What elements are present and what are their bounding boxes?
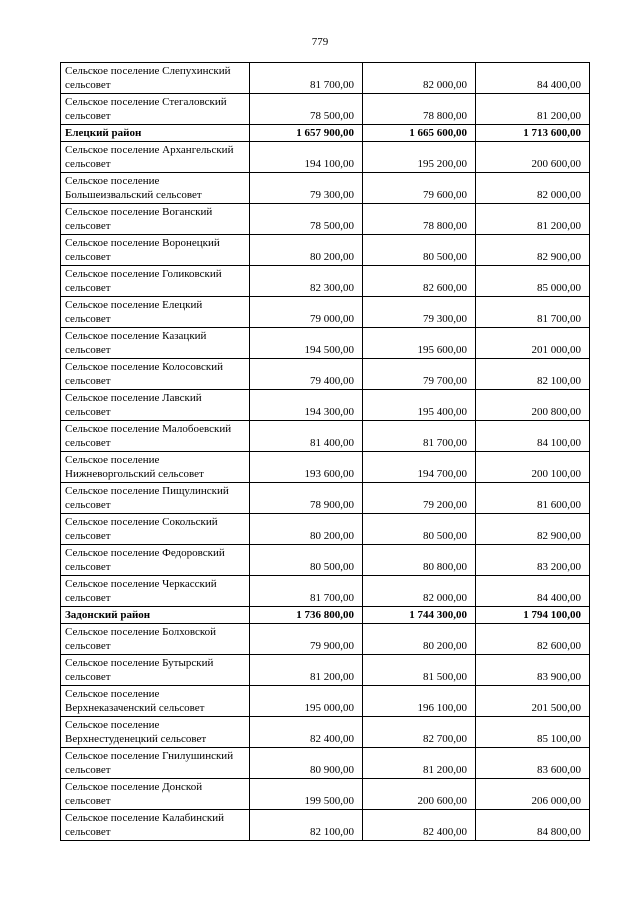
- settlement-name-cell: Сельское поселение Калабинский сельсовет: [61, 810, 250, 841]
- amount-cell-2: 79 700,00: [363, 359, 476, 390]
- amount-cell-3: 83 900,00: [476, 655, 590, 686]
- table-row: [61, 63, 590, 94]
- settlement-name-cell: Сельское поселение Бутырский сельсовет: [61, 655, 250, 686]
- amount-cell-3: 83 600,00: [476, 748, 590, 779]
- amount-cell-2: 80 200,00: [363, 624, 476, 655]
- settlement-name-cell: Сельское поселение Колосовский сельсовет: [61, 359, 250, 390]
- amount-cell-3: 201 000,00: [476, 328, 590, 359]
- settlement-name-cell: Сельское поселение Архангельский сельсовет: [61, 142, 250, 173]
- table-row: [61, 779, 590, 810]
- amount-cell-1: 199 500,00: [250, 779, 363, 810]
- district-name-cell: Елецкий район: [61, 125, 250, 142]
- amount-cell-3: 84 400,00: [476, 63, 590, 94]
- table-row: [61, 545, 590, 576]
- amount-cell-3: 200 100,00: [476, 452, 590, 483]
- settlement-name-cell: Сельское поселение Верхнестуденецкий сельсовет: [61, 717, 250, 748]
- amount-cell-3: 82 600,00: [476, 624, 590, 655]
- amount-cell-2: 78 800,00: [363, 204, 476, 235]
- settlement-name-cell: Сельское поселение Черкасский сельсовет: [61, 576, 250, 607]
- amount-cell-2: 1 744 300,00: [363, 607, 476, 624]
- amount-cell-2: 195 600,00: [363, 328, 476, 359]
- district-name-cell: Задонский район: [61, 607, 250, 624]
- amount-cell-2: 195 200,00: [363, 142, 476, 173]
- amount-cell-1: 79 300,00: [250, 173, 363, 204]
- district-row: [61, 607, 590, 624]
- settlement-name-cell: Сельское поселение Верхнеказаченский сельсовет: [61, 686, 250, 717]
- amount-cell-1: 82 400,00: [250, 717, 363, 748]
- amount-cell-3: 82 100,00: [476, 359, 590, 390]
- amount-cell-2: 82 400,00: [363, 810, 476, 841]
- amount-cell-3: 85 100,00: [476, 717, 590, 748]
- amount-cell-2: 1 665 600,00: [363, 125, 476, 142]
- settlement-name-cell: Сельское поселение Голиковский сельсовет: [61, 266, 250, 297]
- amount-cell-1: 82 300,00: [250, 266, 363, 297]
- amount-cell-3: 201 500,00: [476, 686, 590, 717]
- amount-cell-1: 81 400,00: [250, 421, 363, 452]
- budget-table: [60, 62, 590, 841]
- amount-cell-3: 84 100,00: [476, 421, 590, 452]
- amount-cell-1: 79 000,00: [250, 297, 363, 328]
- amount-cell-2: 82 000,00: [363, 576, 476, 607]
- table-row: [61, 717, 590, 748]
- settlement-name-cell: Сельское поселение Малобоевский сельсовет: [61, 421, 250, 452]
- amount-cell-2: 80 800,00: [363, 545, 476, 576]
- settlement-name-cell: Сельское поселение Воронецкий сельсовет: [61, 235, 250, 266]
- amount-cell-2: 82 000,00: [363, 63, 476, 94]
- table-row: [61, 235, 590, 266]
- amount-cell-2: 81 500,00: [363, 655, 476, 686]
- settlement-name-cell: Сельское поселение Донской сельсовет: [61, 779, 250, 810]
- amount-cell-2: 80 500,00: [363, 514, 476, 545]
- amount-cell-3: 200 600,00: [476, 142, 590, 173]
- amount-cell-1: 81 200,00: [250, 655, 363, 686]
- amount-cell-2: 195 400,00: [363, 390, 476, 421]
- amount-cell-3: 85 000,00: [476, 266, 590, 297]
- table-row: [61, 297, 590, 328]
- table-row: [61, 390, 590, 421]
- table-row: [61, 483, 590, 514]
- amount-cell-1: 1 736 800,00: [250, 607, 363, 624]
- table-row: [61, 266, 590, 297]
- amount-cell-2: 196 100,00: [363, 686, 476, 717]
- amount-cell-2: 79 200,00: [363, 483, 476, 514]
- amount-cell-1: 78 500,00: [250, 94, 363, 125]
- settlement-name-cell: Сельское поселение Воганский сельсовет: [61, 204, 250, 235]
- amount-cell-1: 80 900,00: [250, 748, 363, 779]
- amount-cell-3: 1 794 100,00: [476, 607, 590, 624]
- amount-cell-1: 194 500,00: [250, 328, 363, 359]
- table-row: [61, 624, 590, 655]
- amount-cell-1: 81 700,00: [250, 576, 363, 607]
- table-row: [61, 748, 590, 779]
- table-row: [61, 94, 590, 125]
- table-row: [61, 514, 590, 545]
- amount-cell-2: 80 500,00: [363, 235, 476, 266]
- table-row: [61, 142, 590, 173]
- settlement-name-cell: Сельское поселение Пищулинский сельсовет: [61, 483, 250, 514]
- amount-cell-1: 194 100,00: [250, 142, 363, 173]
- settlement-name-cell: Сельское поселение Большеизвальский сельсовет: [61, 173, 250, 204]
- amount-cell-3: 200 800,00: [476, 390, 590, 421]
- amount-cell-2: 81 200,00: [363, 748, 476, 779]
- settlement-name-cell: Сельское поселение Нижневоргольский сельсовет: [61, 452, 250, 483]
- table-row: [61, 204, 590, 235]
- amount-cell-2: 82 700,00: [363, 717, 476, 748]
- amount-cell-3: 81 700,00: [476, 297, 590, 328]
- amount-cell-2: 82 600,00: [363, 266, 476, 297]
- amount-cell-1: 81 700,00: [250, 63, 363, 94]
- amount-cell-3: 82 900,00: [476, 235, 590, 266]
- amount-cell-2: 200 600,00: [363, 779, 476, 810]
- amount-cell-3: 83 200,00: [476, 545, 590, 576]
- amount-cell-3: 82 000,00: [476, 173, 590, 204]
- amount-cell-3: 82 900,00: [476, 514, 590, 545]
- amount-cell-1: 78 500,00: [250, 204, 363, 235]
- amount-cell-3: 206 000,00: [476, 779, 590, 810]
- amount-cell-3: 84 400,00: [476, 576, 590, 607]
- settlement-name-cell: Сельское поселение Елецкий сельсовет: [61, 297, 250, 328]
- amount-cell-1: 193 600,00: [250, 452, 363, 483]
- page-number: 779: [311, 36, 329, 48]
- table-row: [61, 655, 590, 686]
- table-row: [61, 328, 590, 359]
- table-row: [61, 421, 590, 452]
- amount-cell-3: 1 713 600,00: [476, 125, 590, 142]
- amount-cell-2: 81 700,00: [363, 421, 476, 452]
- table-row: [61, 452, 590, 483]
- amount-cell-1: 80 500,00: [250, 545, 363, 576]
- amount-cell-1: 80 200,00: [250, 235, 363, 266]
- settlement-name-cell: Сельское поселение Стегаловский сельсовет: [61, 94, 250, 125]
- budget-table-body: [61, 63, 590, 841]
- settlement-name-cell: Сельское поселение Гнилушинский сельсовет: [61, 748, 250, 779]
- amount-cell-3: 81 200,00: [476, 94, 590, 125]
- amount-cell-1: 195 000,00: [250, 686, 363, 717]
- amount-cell-1: 79 400,00: [250, 359, 363, 390]
- table-row: [61, 810, 590, 841]
- amount-cell-1: 79 900,00: [250, 624, 363, 655]
- settlement-name-cell: Сельское поселение Лавский сельсовет: [61, 390, 250, 421]
- amount-cell-2: 79 600,00: [363, 173, 476, 204]
- amount-cell-2: 78 800,00: [363, 94, 476, 125]
- district-row: [61, 125, 590, 142]
- settlement-name-cell: Сельское поселение Федоровский сельсовет: [61, 545, 250, 576]
- table-row: [61, 173, 590, 204]
- amount-cell-3: 81 600,00: [476, 483, 590, 514]
- amount-cell-1: 1 657 900,00: [250, 125, 363, 142]
- amount-cell-2: 79 300,00: [363, 297, 476, 328]
- table-row: [61, 686, 590, 717]
- settlement-name-cell: Сельское поселение Сокольский сельсовет: [61, 514, 250, 545]
- table-row: [61, 359, 590, 390]
- settlement-name-cell: Сельское поселение Казацкий сельсовет: [61, 328, 250, 359]
- amount-cell-1: 194 300,00: [250, 390, 363, 421]
- settlement-name-cell: Сельское поселение Слепухинский сельсовет: [61, 63, 250, 94]
- amount-cell-3: 81 200,00: [476, 204, 590, 235]
- amount-cell-1: 82 100,00: [250, 810, 363, 841]
- amount-cell-1: 78 900,00: [250, 483, 363, 514]
- amount-cell-2: 194 700,00: [363, 452, 476, 483]
- amount-cell-1: 80 200,00: [250, 514, 363, 545]
- table-row: [61, 576, 590, 607]
- amount-cell-3: 84 800,00: [476, 810, 590, 841]
- settlement-name-cell: Сельское поселение Болховской сельсовет: [61, 624, 250, 655]
